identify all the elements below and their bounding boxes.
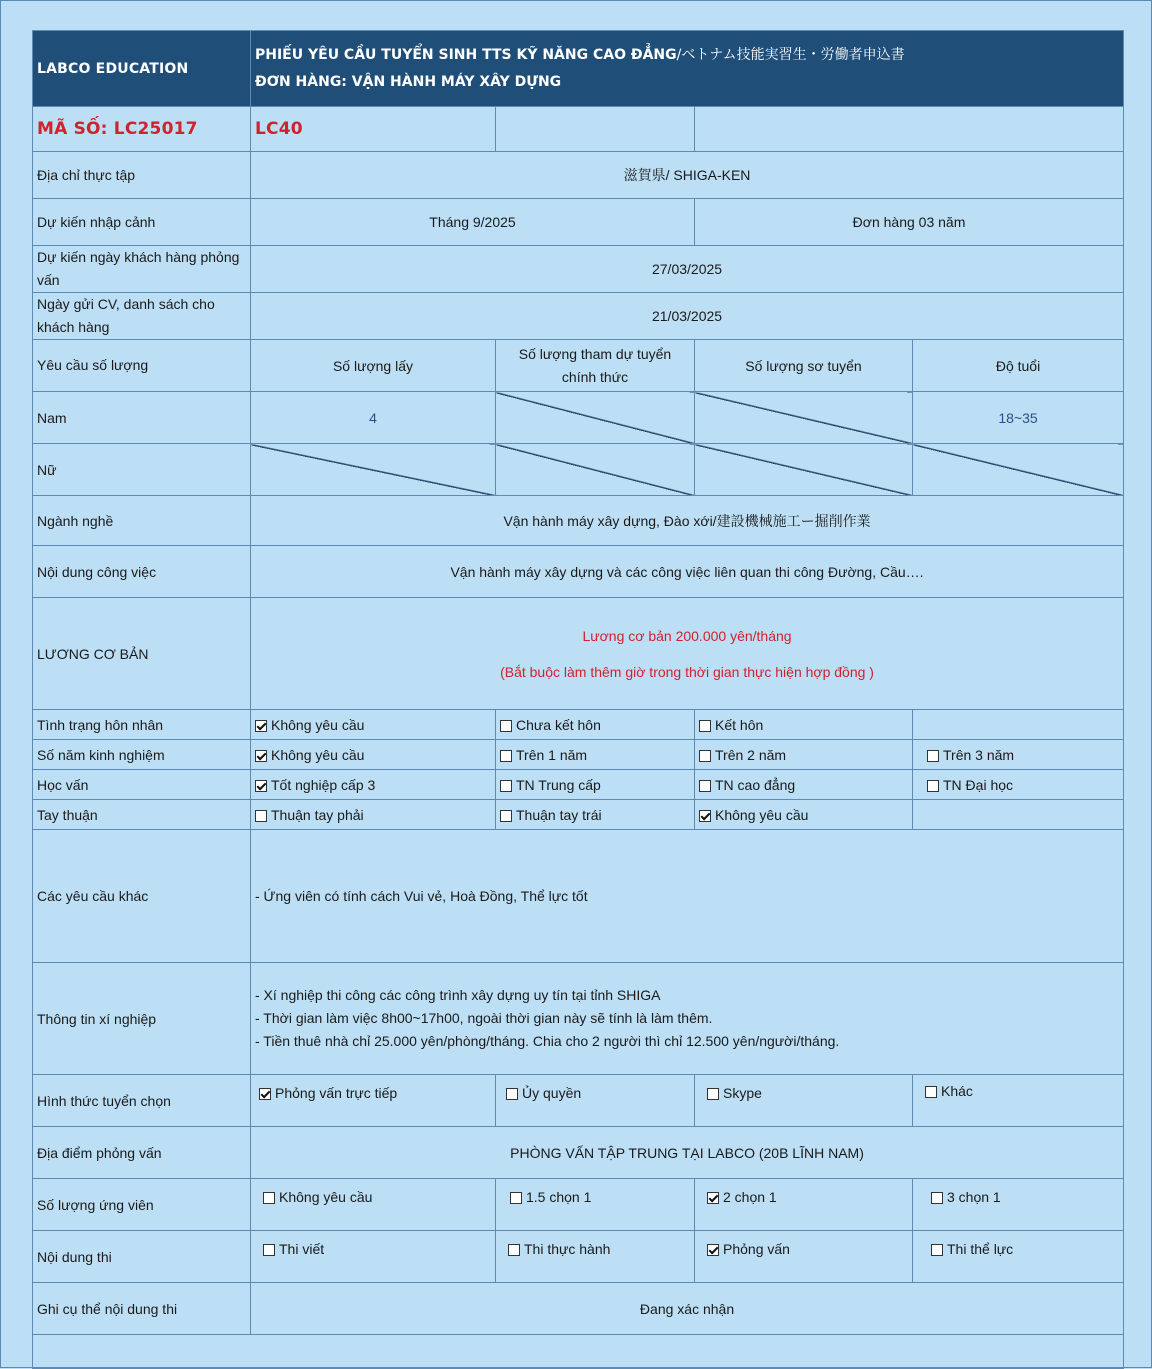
exam-opt2[interactable] — [496, 1231, 695, 1283]
diagonal-cell — [251, 444, 496, 496]
education-opt2[interactable] — [496, 770, 695, 800]
industry-row — [33, 496, 1124, 546]
checkbox[interactable] — [699, 720, 711, 732]
other-value: - Ứng viên có tính cách Vui vẻ, Hoà Đồng, Thể lực tốt — [251, 830, 1124, 963]
male-row — [33, 392, 1124, 444]
option-label: Không yêu cầu — [279, 1189, 373, 1205]
diagonal-cell — [913, 444, 1124, 496]
option-label: Phỏng vấn — [723, 1241, 790, 1257]
diagonal-cell — [496, 444, 695, 496]
candidates-opt4[interactable] — [913, 1179, 1124, 1231]
option-label: Trên 3 năm — [943, 746, 1015, 763]
candidates-opt2[interactable] — [496, 1179, 695, 1231]
education-label: Học vấn — [33, 770, 251, 800]
diagonal-cell — [695, 444, 913, 496]
entry-duration: Đơn hàng 03 năm — [695, 199, 1124, 246]
checkbox[interactable] — [699, 750, 711, 762]
hand-row — [33, 800, 1124, 830]
exam-note-label: Ghi cụ thể nội dung thi — [33, 1283, 251, 1335]
address-row — [33, 152, 1124, 199]
quantity-label: Yêu cầu số lượng — [33, 340, 251, 392]
checkbox-checked[interactable] — [255, 780, 267, 792]
checkbox-checked[interactable] — [259, 1088, 271, 1100]
option-label: Thuận tay trái — [516, 806, 602, 823]
industry-label: Ngành nghề — [33, 496, 251, 546]
marital-label: Tình trạng hôn nhân — [33, 710, 251, 740]
option-label: 1.5 chọn 1 — [526, 1189, 592, 1205]
male-count: 4 — [251, 392, 496, 444]
checkbox[interactable] — [500, 810, 512, 822]
blank-row — [33, 1335, 1124, 1369]
salary-row — [33, 598, 1124, 710]
option-label: Thuận tay phải — [271, 806, 364, 823]
experience-row — [33, 740, 1124, 770]
male-age: 18~35 — [913, 392, 1124, 444]
option-label: Trên 1 năm — [516, 746, 588, 763]
marital-row — [33, 710, 1124, 740]
checkbox[interactable] — [931, 1192, 943, 1204]
exam-opt1[interactable] — [251, 1231, 496, 1283]
entry-row — [33, 199, 1124, 246]
quantity-col-official: Số lượng tham dự tuyển chính thức — [496, 340, 695, 392]
diagonal-cell — [496, 392, 695, 444]
experience-opt2[interactable] — [496, 740, 695, 770]
selection-opt1[interactable] — [251, 1075, 496, 1127]
checkbox[interactable] — [263, 1192, 275, 1204]
checkbox[interactable] — [506, 1088, 518, 1100]
selection-label: Hình thức tuyển chọn — [33, 1075, 251, 1127]
option-label: 2 chọn 1 — [723, 1189, 777, 1205]
education-opt3[interactable] — [695, 770, 913, 800]
address-value: 滋賀県/ SHIGA-KEN — [251, 152, 1124, 199]
option-label: Phỏng vấn trực tiếp — [275, 1085, 398, 1101]
option-label: Khác — [941, 1083, 973, 1099]
quantity-col-taken: Số lượng lấy — [251, 340, 496, 392]
option-label: 3 chọn 1 — [947, 1189, 1001, 1205]
order-title: ĐƠN HÀNG: VẬN HÀNH MÁY XÂY DỰNG — [255, 73, 562, 90]
checkbox[interactable] — [927, 750, 939, 762]
industry-value: Vận hành máy xây dựng, Đào xới/建設機械施工ー掘削作業 — [251, 496, 1124, 546]
candidates-row — [33, 1179, 1124, 1231]
checkbox-checked[interactable] — [707, 1192, 719, 1204]
female-label: Nữ — [33, 444, 251, 496]
checkbox[interactable] — [500, 780, 512, 792]
other-row — [33, 830, 1124, 963]
empty-cell — [496, 107, 695, 152]
option-label: Tốt nghiệp cấp 3 — [271, 776, 376, 793]
hand-opt1[interactable] — [251, 800, 496, 830]
title-vi: PHIẾU YÊU CẦU TUYỂN SINH TTS KỸ NĂNG CAO ĐẲNG — [255, 46, 677, 63]
education-opt1[interactable] — [251, 770, 496, 800]
selection-opt4[interactable] — [913, 1075, 1124, 1127]
company-info — [251, 963, 1124, 1075]
brand-name: LABCO EDUCATION — [33, 31, 251, 107]
company-line2: - Thời gian làm việc 8h00~17h00, ngoài thời gian này sẽ tính là làm thêm. — [255, 1010, 713, 1026]
female-row — [33, 444, 1124, 496]
education-row — [33, 770, 1124, 800]
quantity-col-age: Độ tuổi — [913, 340, 1124, 392]
entry-label: Dự kiến nhập cảnh — [33, 199, 251, 246]
empty-cell — [695, 107, 1124, 152]
recruitment-form — [32, 30, 1124, 1369]
exam-label: Nội dung thi — [33, 1231, 251, 1283]
cv-date-value: 21/03/2025 — [251, 293, 1124, 340]
salary-value — [251, 598, 1124, 710]
address-label: Địa chỉ thực tập — [33, 152, 251, 199]
experience-opt4[interactable] — [913, 740, 1124, 770]
option-label: TN Đại học — [943, 776, 1014, 793]
code-value: LC40 — [251, 107, 496, 152]
location-value: PHÒNG VẤN TẬP TRUNG TẠI LABCO (20B LĨNH NAM) — [251, 1127, 1124, 1179]
option-label: Ủy quyền — [522, 1085, 582, 1101]
empty-cell — [913, 710, 1124, 740]
education-opt4[interactable] — [913, 770, 1124, 800]
checkbox-checked[interactable] — [707, 1244, 719, 1256]
checkbox[interactable] — [927, 780, 939, 792]
job-row — [33, 546, 1124, 598]
company-line1: - Xí nghiệp thi công các công trình xây dựng uy tín tại tỉnh SHIGA — [255, 987, 661, 1003]
salary-label: LƯƠNG CƠ BẢN — [33, 598, 251, 710]
candidates-label: Số lượng ứng viên — [33, 1179, 251, 1231]
location-label: Địa điểm phỏng vấn — [33, 1127, 251, 1179]
option-label: Thi thực hành — [524, 1241, 611, 1257]
checkbox-checked[interactable] — [255, 750, 267, 762]
interview-date-label: Dự kiến ngày khách hàng phỏng vấn — [33, 246, 251, 293]
empty-cell — [913, 800, 1124, 830]
checkbox[interactable] — [255, 810, 267, 822]
cv-date-label: Ngày gửi CV, danh sách cho khách hàng — [33, 293, 251, 340]
interview-date-value: 27/03/2025 — [251, 246, 1124, 293]
checkbox[interactable] — [500, 750, 512, 762]
option-label: Không yêu cầu — [271, 746, 365, 763]
company-line3: - Tiền thuê nhà chỉ 25.000 yên/phòng/tháng. Chia cho 2 người thì chỉ 12.500 yên/người/tháng. — [255, 1033, 840, 1049]
title-jp: /ベトナム技能実習生・労働者申込書 — [676, 46, 905, 63]
experience-opt3[interactable] — [695, 740, 913, 770]
location-row — [33, 1127, 1124, 1179]
checkbox[interactable] — [931, 1244, 943, 1256]
exam-opt4[interactable] — [913, 1231, 1124, 1283]
option-label: Chưa kết hôn — [516, 716, 601, 733]
salary-line2: (Bắt buộc làm thêm giờ trong thời gian thực hiện hợp đồng ) — [500, 663, 874, 680]
company-row — [33, 963, 1124, 1075]
hand-opt3[interactable] — [695, 800, 913, 830]
job-label: Nội dung công việc — [33, 546, 251, 598]
checkbox[interactable] — [707, 1088, 719, 1100]
cv-date-row — [33, 293, 1124, 340]
exam-row — [33, 1231, 1124, 1283]
checkbox[interactable] — [500, 720, 512, 732]
entry-month: Tháng 9/2025 — [251, 199, 695, 246]
checkbox[interactable] — [925, 1086, 937, 1098]
option-label: Trên 2 năm — [715, 746, 787, 763]
quantity-header-row — [33, 340, 1124, 392]
marital-opt1[interactable] — [251, 710, 496, 740]
exam-opt3[interactable] — [695, 1231, 913, 1283]
diagonal-cell — [695, 392, 913, 444]
salary-line1: Lương cơ bản 200.000 yên/tháng — [582, 627, 792, 644]
exam-note-value: Đang xác nhận — [251, 1283, 1124, 1335]
checkbox[interactable] — [510, 1192, 522, 1204]
exam-note-row — [33, 1283, 1124, 1335]
marital-opt2[interactable] — [496, 710, 695, 740]
code-label: MÃ SỐ: LC25017 — [33, 107, 251, 152]
experience-opt1[interactable] — [251, 740, 496, 770]
company-label: Thông tin xí nghiệp — [33, 963, 251, 1075]
checkbox-checked[interactable] — [255, 720, 267, 732]
header-row — [33, 31, 1124, 107]
option-label: Kết hôn — [715, 716, 764, 733]
interview-date-row — [33, 246, 1124, 293]
option-label: Thi thể lực — [947, 1241, 1014, 1257]
option-label: TN Trung cấp — [516, 776, 601, 793]
other-label: Các yêu cầu khác — [33, 830, 251, 963]
quantity-col-preliminary: Số lượng sơ tuyển — [695, 340, 913, 392]
experience-label: Số năm kinh nghiệm — [33, 740, 251, 770]
marital-opt3[interactable] — [695, 710, 913, 740]
checkbox[interactable] — [699, 780, 711, 792]
job-value: Vận hành máy xây dựng và các công việc liên quan thi công Đường, Cầu…. — [251, 546, 1124, 598]
male-label: Nam — [33, 392, 251, 444]
hand-label: Tay thuận — [33, 800, 251, 830]
candidates-opt3[interactable] — [695, 1179, 913, 1231]
selection-row — [33, 1075, 1124, 1127]
selection-opt2[interactable] — [496, 1075, 695, 1127]
empty-cell — [33, 1335, 1124, 1369]
code-row — [33, 107, 1124, 152]
option-label: Không yêu cầu — [271, 716, 365, 733]
option-label: Skype — [723, 1085, 762, 1101]
option-label: Không yêu cầu — [715, 806, 809, 823]
checkbox[interactable] — [508, 1244, 520, 1256]
selection-opt3[interactable] — [695, 1075, 913, 1127]
candidates-opt1[interactable] — [251, 1179, 496, 1231]
option-label: Thi viết — [279, 1241, 325, 1257]
checkbox[interactable] — [263, 1244, 275, 1256]
option-label: TN cao đẳng — [715, 776, 796, 793]
checkbox-checked[interactable] — [699, 810, 711, 822]
hand-opt2[interactable] — [496, 800, 695, 830]
form-title — [251, 31, 1124, 107]
